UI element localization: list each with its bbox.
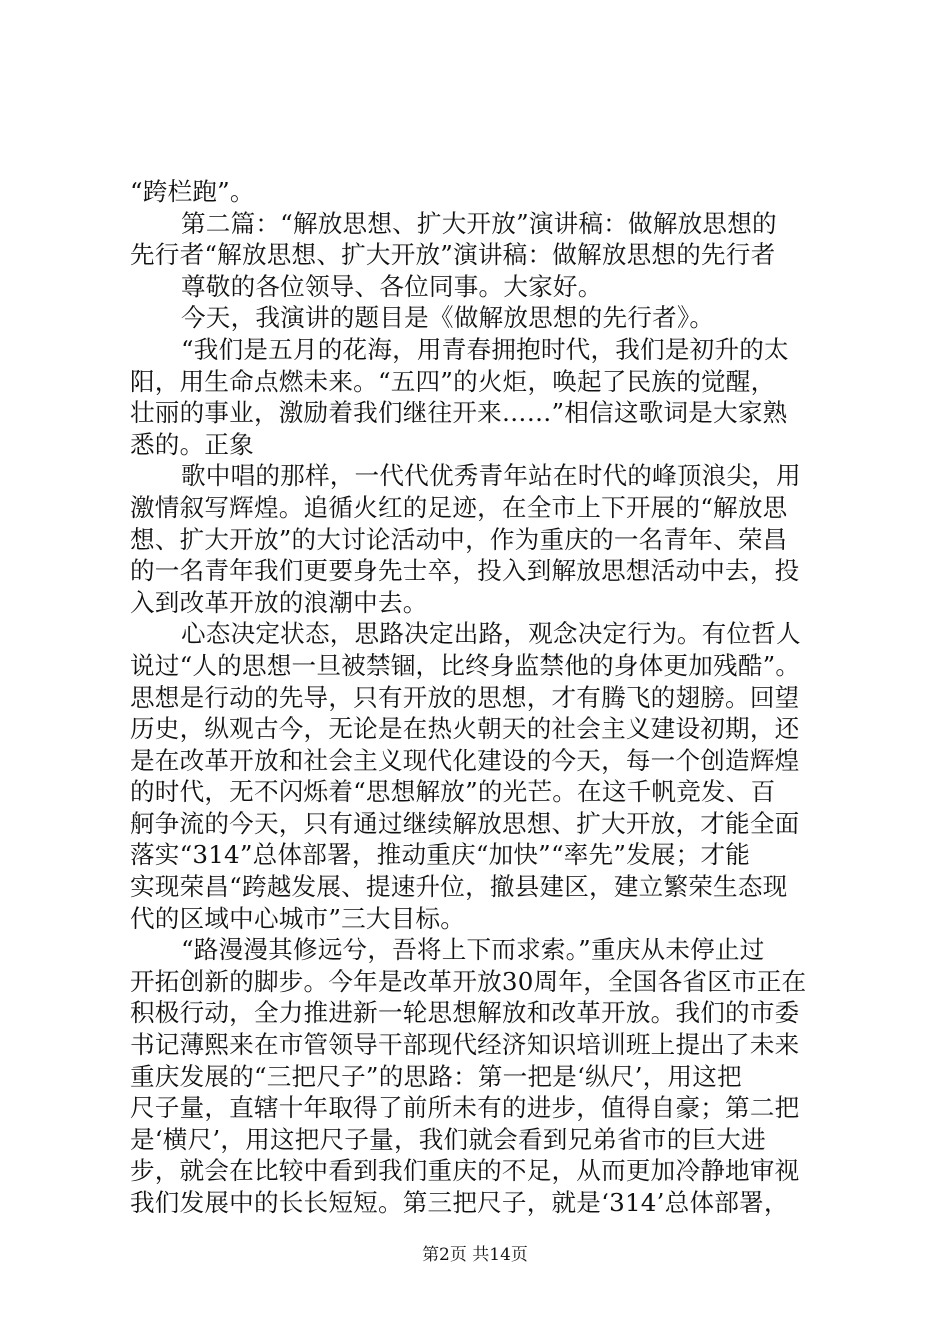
text-line: 壮丽的事业，激励着我们继往开来……”相信这歌词是大家熟 bbox=[130, 398, 788, 428]
text-line: 第二篇：“解放思想、扩大开放”演讲稿：做解放思想的 bbox=[181, 208, 777, 238]
text-line: 书记薄熙来在市管领导干部现代经济知识培训班上提出了未来 bbox=[130, 1030, 800, 1060]
text-line: 想、扩大开放”的大讨论活动中，作为重庆的一名青年、荣昌 bbox=[130, 524, 788, 554]
text-line: 歌中唱的那样，一代代优秀青年站在时代的峰顶浪尖，用 bbox=[181, 461, 801, 491]
text-line: 舸争流的今天，只有通过继续解放思想、扩大开放，才能全面 bbox=[130, 808, 800, 838]
text-line: 说过“人的思想一旦被禁锢，比终身监禁他的身体更加残酷”。 bbox=[130, 650, 801, 680]
document-body bbox=[130, 176, 845, 1219]
text-line: 步，就会在比较中看到我们重庆的不足，从而更加冷静地审视 bbox=[130, 1156, 800, 1186]
text-line: 代的区域中心城市”三大目标。 bbox=[130, 903, 466, 933]
text-line: 的一名青年我们更要身先士卒，投入到解放思想活动中去，投 bbox=[130, 556, 800, 586]
text-line: 入到改革开放的浪潮中去。 bbox=[130, 587, 428, 617]
text-line: 先行者“解放思想、扩大开放”演讲稿：做解放思想的先行者 bbox=[130, 240, 776, 270]
text-line: 是‘横尺’，用这把尺子量，我们就会看到兄弟省市的巨大进 bbox=[130, 1124, 766, 1154]
page-footer: 第2页 共14页 bbox=[422, 1245, 528, 1265]
text-line: 激情叙写辉煌。追循火红的足迹，在全市上下开展的“解放思 bbox=[130, 492, 788, 522]
text-line: 思想是行动的先导，只有开放的思想，才有腾飞的翅膀。回望 bbox=[130, 682, 800, 712]
text-line: 落实“314”总体部署，推动重庆“加快”“率先”发展；才能 bbox=[130, 840, 751, 870]
text-line: 心态决定状态，思路决定出路，观念决定行为。有位哲人 bbox=[181, 619, 801, 649]
text-line: 开拓创新的脚步。今年是改革开放30周年，全国各省区市正在 bbox=[130, 966, 807, 996]
text-line: “跨栏跑”。 bbox=[130, 177, 255, 206]
text-line: 尊敬的各位领导、各位同事。大家好。 bbox=[181, 271, 603, 301]
text-line: 尺子量，直辖十年取得了前所未有的进步，值得自豪；第二把 bbox=[130, 1093, 800, 1123]
text-line: 的时代，无不闪烁着“思想解放”的光芒。在这千帆竞发、百 bbox=[130, 777, 776, 807]
text-line: 实现荣昌“跨越发展、提速升位，撤县建区，建立繁荣生态现 bbox=[130, 872, 788, 902]
text-line: 是在改革开放和社会主义现代化建设的今天，每一个创造辉煌 bbox=[130, 745, 800, 775]
text-line: 历史，纵观古今，无论是在热火朝天的社会主义建设初期，还 bbox=[130, 714, 800, 744]
text-line: “我们是五月的花海，用青春拥抱时代，我们是初升的太 bbox=[181, 334, 789, 364]
text-line: 悉的。正象 bbox=[130, 429, 254, 459]
text-line: 今天，我演讲的题目是《做解放思想的先行者》。 bbox=[181, 303, 715, 333]
text-line: 阳，用生命点燃未来。“五四”的火炬，唤起了民族的觉醒， bbox=[130, 366, 776, 396]
text-line: 积极行动，全力推进新一轮思想解放和改革开放。我们的市委 bbox=[130, 998, 800, 1028]
text-line: 重庆发展的“三把尺子”的思路：第一把是‘纵尺’，用这把 bbox=[130, 1061, 742, 1091]
text-line: 我们发展中的长长短短。第三把尺子，就是‘314’总体部署， bbox=[130, 1188, 789, 1217]
text-line: “路漫漫其修远兮，吾将上下而求索。”重庆从未停止过 bbox=[181, 935, 765, 965]
